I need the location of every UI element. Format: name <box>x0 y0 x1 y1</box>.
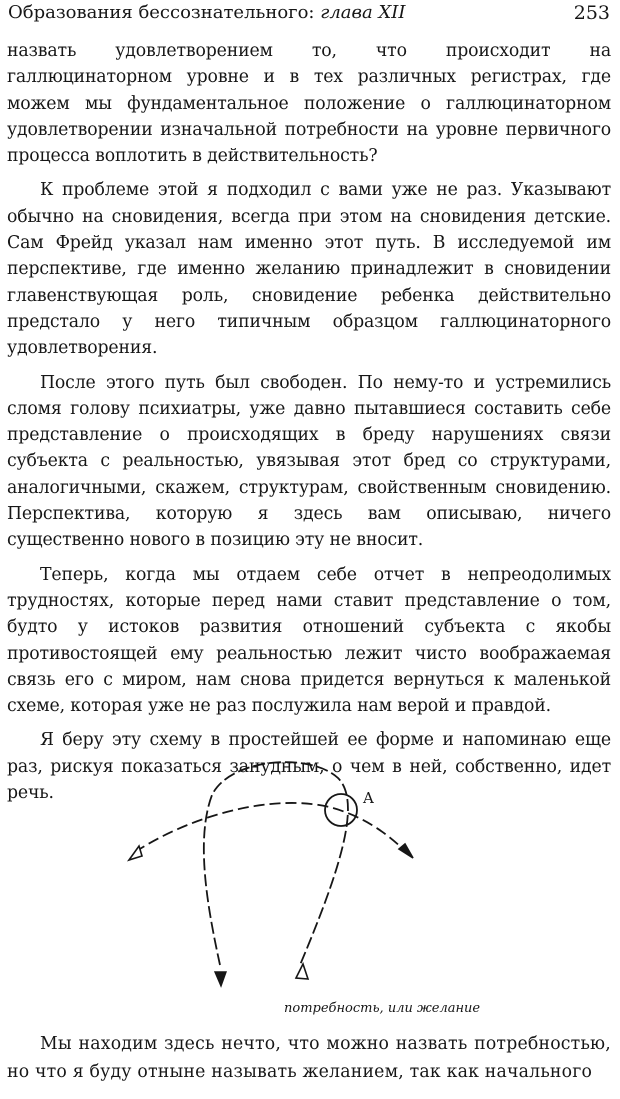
down-arrowhead <box>215 972 226 986</box>
paragraph-6: Мы находим здесь нечто, что можно назвать потребностью, но что я буду отныне называть желанием, так как начального <box>7 1034 611 1082</box>
running-title <box>8 2 405 23</box>
chapter-title: глава XII <box>320 2 406 23</box>
bottom-text <box>7 1030 611 1086</box>
page-number: 253 <box>573 2 610 24</box>
signifier-chain-arc <box>135 803 406 852</box>
paragraph-1: назвать удовлетворением то, что происходит на галлюцинаторном уровне и в тех различных регистрах, где можем мы фундаментальное положение о галлюцинаторном удовлетворении изначальной потребности на уровне первичного процесса воплотить в действительность? <box>7 41 611 167</box>
bottom-open-arrowhead <box>296 964 308 979</box>
right-arrowhead <box>399 844 413 858</box>
paragraph-3: После этого путь был свободен. По нему-то и устремились сломя голову психиатры, уже давно пытавшиеся составить себе представление о происходящих в бреду нарушениях связи субъекта с реальностью, увязывая этот бред со структурами, аналогичными, скажем, структурам, свойственным сновидению. Перспектива, которую я здесь вам описываю, ничего существенно нового в позицию эту не вносит. <box>7 372 611 551</box>
paragraph-4: Теперь, когда мы отдаем себе отчет в непреодолимых трудностях, которые перед нами ставит представление о том, будто у истоков развития отношений субъекта с якобы противостоящей ему реальностью лежит чисто воображаемая связь его с миром, нам снова придется вернуться к маленькой схеме, которая уже не раз послужила нам верой и правдой. <box>7 564 611 717</box>
inverted-u-curve <box>204 762 348 965</box>
paragraph-5: Я беру эту схему в простейшей ее форме и напоминаю еще раз, рискуя показаться занудным, о чем в ней, собственно, идет речь. <box>7 730 611 804</box>
point-a-label: A <box>363 789 374 807</box>
diagram-svg <box>100 750 440 1000</box>
body-text <box>7 38 611 814</box>
graph-of-desire-diagram <box>100 750 440 1000</box>
book-title: Образования бессознательного: <box>8 2 315 23</box>
diagram-caption: потребность, или желание <box>284 1001 481 1016</box>
paragraph-2: К проблеме этой я подходил с вами уже не раз. Указывают обычно на сновидения, всегда при этом на сновидения детские. Сам Фрейд указал нам именно этот путь. В исследуемой им перспективе, где именно желанию принадлежит в сновидении главенствующая роль, сновидение ребенка действительно предстало у него типичным образцом галлюцинаторного удовлетворения. <box>7 180 611 359</box>
running-header <box>8 2 610 28</box>
left-arrowhead <box>129 846 142 860</box>
